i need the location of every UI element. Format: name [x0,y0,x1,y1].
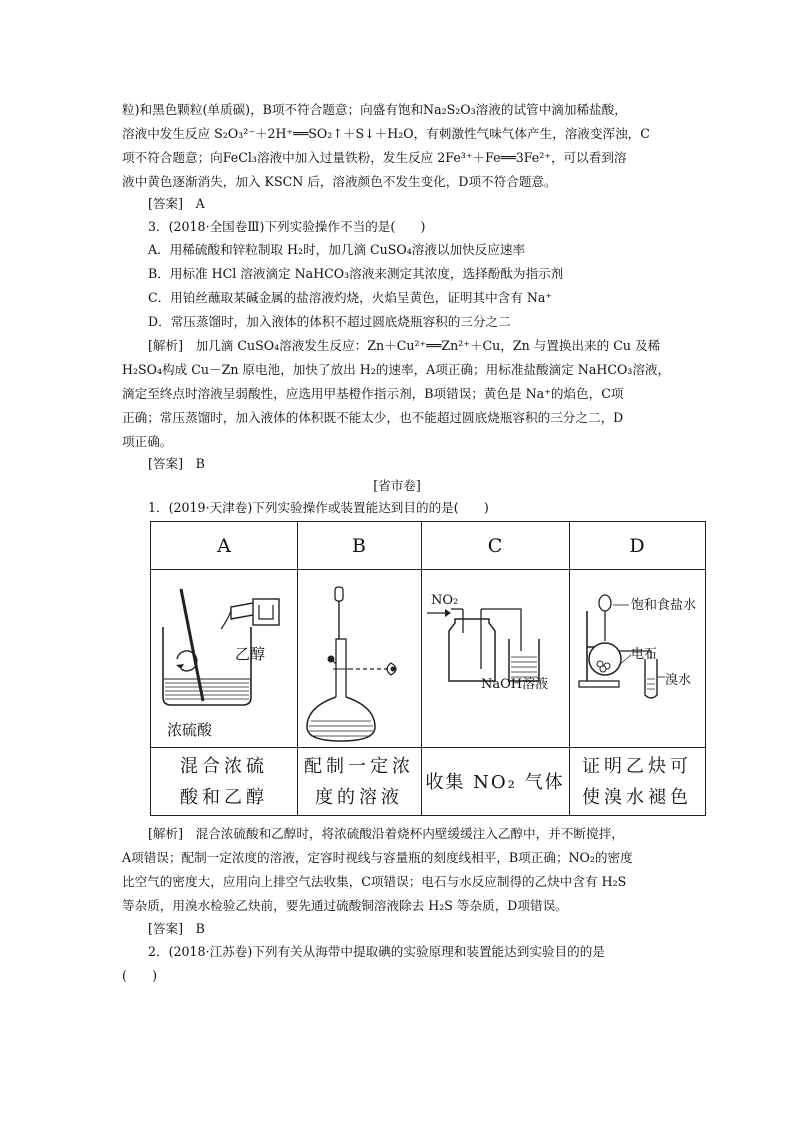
figure-c [421,569,569,747]
answer-label: [答案] B [148,921,205,936]
table-caption-row [151,748,705,816]
figure-b [297,569,421,747]
caption-d: 证明乙炔可 使溴水褪色 [582,756,692,808]
question-2: 2．(2018·江苏卷)下列有关从海带中提取碘的实验原理和装置能达到实验目的的是 [148,944,605,959]
table-header-row [151,522,705,570]
paragraph-line: 液中黄色逐渐消失，加入 KSCN 后，溶液颜色不发生变化，D项不符合题意。 [122,174,557,189]
caption-c: 收集 NO₂ 气体 [425,771,565,793]
column-divider [569,522,570,815]
section-title: [省市卷] [373,478,421,493]
options-table [150,521,706,816]
option-d: D．常压蒸馏时，加入液体的体积不超过圆底烧瓶容积的三分之二 [148,314,511,329]
header-a: A [217,534,231,557]
paragraph-line: 粒)和黑色颗粒(单质碳)，B项不符合题意；向盛有饱和Na₂S₂O₃溶液的试管中滴加稀盐酸， [122,102,627,117]
header-c: C [487,534,503,557]
caption-b: 配制一定浓 度的溶液 [304,756,414,808]
explanation-line: [解析] 加几滴 CuSO₄溶液发生反应：Zn＋Cu²⁺══Zn²⁺＋Cu，Zn 与置换出来的 Cu 及稀 [148,338,661,353]
option-c: C．用铂丝蘸取某碱金属的盐溶液灼烧，火焰呈黄色，证明其中含有 Na⁺ [148,290,553,305]
explanation-line: 比空气的密度大，应用向上排空气法收集，C项错误；电石与水反应制得的乙炔中含有 H₂S [122,874,627,889]
volumetric-flask-diagram [297,569,421,747]
label-ethanol: 乙醇 [235,645,266,663]
figure-a [151,569,297,747]
answer-blank: ( ) [122,968,158,983]
label-calcium-carbide: 电石 [631,647,658,662]
explanation-line: 等杂质，用溴水检验乙炔前，要先通过硫酸铜溶液除去 H₂S 等杂质，D项错误。 [122,898,568,913]
label-brine: 饱和食盐水 [631,598,697,613]
caption-a: 混合浓硫 酸和乙醇 [180,756,268,808]
explanation-line: A项错误；配制一定浓度的溶液，定容时视线与容量瓶的刻度线相平，B项正确；NO₂的密度 [122,850,633,865]
answer-label: [答案] B [148,456,205,471]
explanation-line: H₂SO₄构成 Cu－Zn 原电池，加快了放出 H₂的速率，A项正确；用标准盐酸滴定 NaHCO₃溶液， [122,362,671,377]
column-divider [297,522,298,815]
paragraph-line: 项不符合题意；向FeCl₃溶液中加入过量铁粉，发生反应 2Fe³⁺＋Fe══3Fe²⁺，可以看到溶 [122,150,627,165]
answer-label: [答案] A [148,196,205,211]
label-no2-gas: NO₂ [431,593,459,608]
figure-d [569,569,705,747]
label-bromine-water: 溴水 [665,673,692,688]
question-3: 3．(2018·全国卷Ⅲ)下列实验操作不当的是( ) [148,219,426,234]
explanation-line: [解析] 混合浓硫酸和乙醇时，将浓硫酸沿着烧杯内壁缓缓注入乙醇中，并不断搅拌， [148,826,624,841]
label-sulfuric-acid: 浓硫酸 [167,721,213,739]
label-naoh-solution: NaOH溶液 [481,677,549,692]
option-b: B．用标准 HCl 溶液滴定 NaHCO₃溶液来测定其浓度，选择酚酞为指示剂 [148,266,564,281]
option-a: A．用稀硫酸和锌粒制取 H₂时，加几滴 CuSO₄溶液以加快反应速率 [148,242,526,257]
explanation-line: 滴定至终点时溶液呈弱酸性，应选用甲基橙作指示剂，B项错误；黄色是 Na⁺的焰色，C项 [122,386,624,401]
question-1: 1．(2019·天津卷)下列实验操作或装置能达到目的的是( ) [148,500,489,515]
column-divider [421,522,422,815]
explanation-line: 正确；常压蒸馏时，加入液体的体积既不能太少，也不能超过圆底烧瓶容积的三分之二，D [122,410,624,425]
explanation-line: 项正确。 [122,434,173,449]
paragraph-line: 溶液中发生反应 S₂O₃²⁻＋2H⁺══SO₂↑＋S↓＋H₂O，有刺激性气味气体产生，溶液变浑浊，C [122,126,650,141]
table-figure-row [151,569,705,748]
header-d: D [629,534,645,557]
header-b: B [352,534,366,557]
